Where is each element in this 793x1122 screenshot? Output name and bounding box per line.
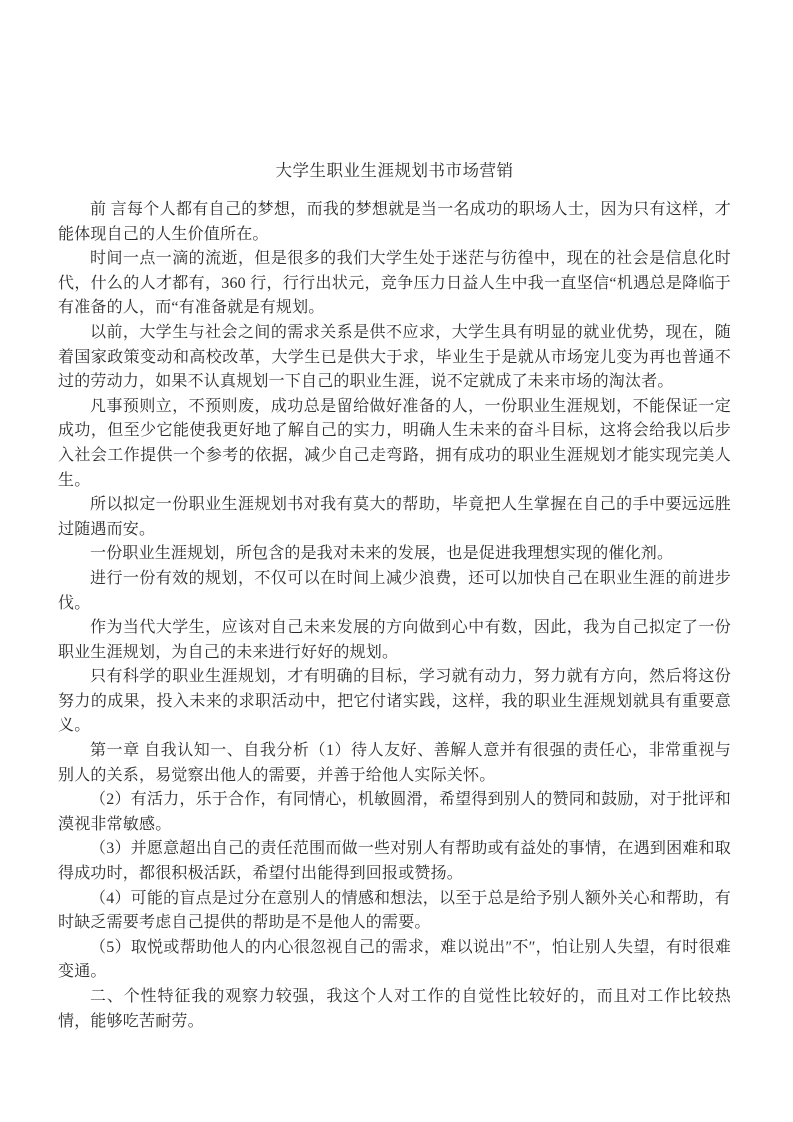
paragraph: （4）可能的盲点是过分在意别人的情感和想法，以至于总是给予别人额外关心和帮助，有时缺乏需要考虑自己提供的帮助是不是他人的需要。 — [58, 889, 731, 932]
paragraph: 作为当代大学生，应该对自己未来发展的方向做到心中有数，因此，我为自己拟定了一份职业生涯规划，为自己的未来进行好好的规划。 — [58, 619, 731, 661]
paragraph: 时间一点一滴的流逝，但是很多的我们大学生处于迷茫与彷徨中，现在的社会是信息化时代，什么的人才都有，360 行，行行出状元，竞争压力日益人生中我一直坚信“机遇总是降临于有准备的人，而“有准备就是有规划。 — [58, 250, 731, 317]
paragraph: （3）并愿意超出自己的责任范围而做一些对别人有帮助或有益处的事情，在遇到困难和取得成功时，都很积极活跃，希望付出能得到回报或赞扬。 — [58, 840, 731, 883]
paragraph: 凡事预则立，不预则废，成功总是留给做好准备的人，一份职业生涯规划，不能保证一定成功，但至少它能使我更好地了解自己的实力，明确人生未来的奋斗目标，这将会给我以后步入社会工作提供一个参考的依据，减少自己走弯路，拥有成功的职业生涯规划才能实现完美人生。 — [58, 397, 731, 489]
document-body — [58, 198, 731, 1034]
paragraph: （2）有活力，乐于合作，有同情心，机敏圆滑，希望得到别人的赞同和鼓励，对于批评和漠视非常敏感。 — [58, 791, 731, 833]
paragraph: 只有科学的职业生涯规划，才有明确的目标，学习就有动力，努力就有方向，然后将这份努力的成果，投入未来的求职活动中，把它付诸实践，这样，我的职业生涯规划就具有重要意义。 — [58, 668, 731, 735]
paragraph: 二、个性特征我的观察力较强，我这个人对工作的自觉性比较好的，而且对工作比较热情，能够吃苦耐劳。 — [58, 988, 731, 1030]
paragraph: （5）取悦或帮助他人的内心很忽视自己的需求，难以说出″不″，怕让别人失望，有时很难变通。 — [58, 938, 731, 981]
paragraph: 第一章 自我认知一、自我分析（1）待人友好、善解人意并有很强的责任心，非常重视与别人的关系，易觉察出他人的需要，并善于给他人实际关怀。 — [58, 742, 731, 784]
document-title: 大学生职业生涯规划书市场营销 — [275, 161, 514, 180]
paragraph: 所以拟定一份职业生涯规划书对我有莫大的帮助，毕竟把人生掌握在自己的手中要远远胜过随遇而安。 — [58, 496, 731, 538]
paragraph: 一份职业生涯规划，所包含的是我对未来的发展，也是促进我理想实现的催化剂。 — [90, 545, 674, 563]
paragraph: 以前，大学生与社会之间的需求关系是供不应求，大学生具有明显的就业优势，现在，随着国家政策变动和高校改革，大学生已是供大于求，毕业生于是就从市场宠儿变为再也普通不过的劳动力，如果不认真规划一下自己的职业生涯，说不定就成了未来市场的淘汰者。 — [58, 323, 731, 391]
paragraph: 前 言每个人都有自己的梦想，而我的梦想就是当一名成功的职场人士，因为只有这样，才能体现自己的人生价值所在。 — [58, 201, 731, 243]
paragraph: 进行一份有效的规划，不仅可以在时间上减少浪费，还可以加快自己在职业生涯的前进步伐。 — [58, 569, 731, 612]
